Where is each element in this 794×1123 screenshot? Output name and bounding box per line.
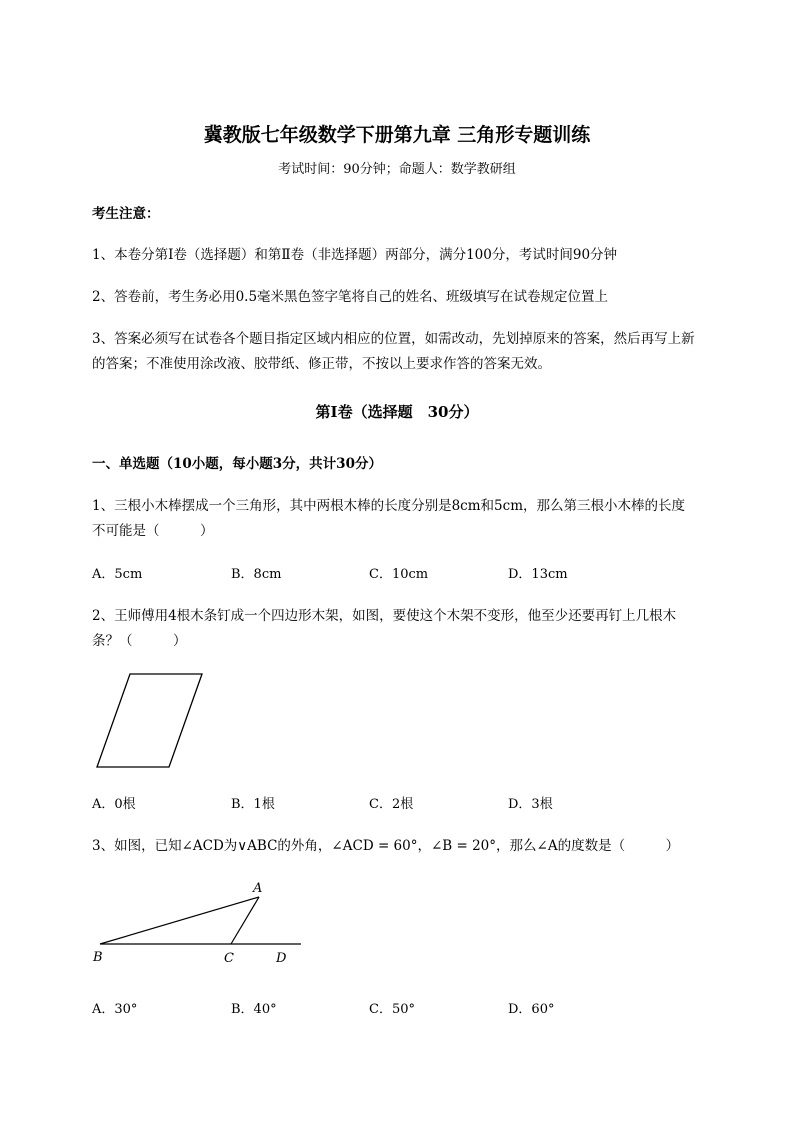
part-title: 一、单选题（10小题，每小题3分，共计30分） (92, 456, 382, 472)
question-1-option-a[interactable]: A．5cm (92, 567, 143, 582)
label-b: B (93, 950, 103, 965)
question-3-option-c[interactable]: C．50° (369, 1002, 415, 1017)
notice-item-2: 2、答卷前，考生务必用0.5毫米黑色签字笔将自己的姓名、班级填写在试卷规定位置上 (92, 289, 609, 305)
triangle-figure (88, 876, 308, 968)
parallelogram-figure (90, 668, 210, 774)
question-2-option-c[interactable]: C．2根 (369, 797, 414, 812)
notice-item-3: 3、答案必须写在试卷各个题目指定区域内相应的位置，如需改动，先划掉原来的答案，然后再写上新 (92, 331, 695, 347)
question-1-option-c[interactable]: C．10cm (369, 567, 429, 582)
question-3-option-a[interactable]: A．30° (92, 1002, 138, 1017)
question-2-option-a[interactable]: A．0根 (92, 797, 136, 812)
question-2-line-1: 2、王师傅用4根木条钉成一个四边形木架，如图，要使这个木架不变形，他至少还要再钉上几根木 (92, 608, 677, 624)
question-1-line-2: 不可能是（ ） (92, 523, 214, 539)
question-2-option-d[interactable]: D．3根 (508, 797, 553, 812)
parallelogram-shape (97, 674, 202, 767)
section-title: 第Ⅰ卷（选择题 30分） (315, 403, 479, 421)
question-2-option-b[interactable]: B．1根 (231, 797, 275, 812)
notice-item-1: 1、本卷分第Ⅰ卷（选择题）和第Ⅱ卷（非选择题）两部分，满分100分，考试时间90分钟 (92, 247, 618, 263)
notice-heading: 考生注意： (92, 206, 160, 222)
question-1-line-1: 1、三根小木棒摆成一个三角形，其中两根木棒的长度分别是8cm和5cm，那么第三根小木棒的长度 (92, 498, 685, 514)
label-a: A (253, 881, 263, 896)
label-d: D (276, 951, 287, 966)
question-3-option-d[interactable]: D．60° (508, 1002, 555, 1017)
question-3-line-1: 3、如图，已知∠ACD为∨ABC的外角，∠ACD = 60°，∠B = 20°，那么∠A的度数是（ ） (92, 838, 680, 854)
page-title: 冀教版七年级数学下册第九章 三角形专题训练 (203, 124, 591, 146)
exam-info: 考试时间：90分钟；命题人：数学教研组 (278, 162, 516, 177)
question-2-line-2: 条？（ ） (92, 633, 187, 649)
question-1-option-d[interactable]: D．13cm (508, 567, 568, 582)
notice-item-3-cont: 的答案；不准使用涂改液、胶带纸、修正带，不按以上要求作答的答案无效。 (92, 356, 551, 372)
question-3-option-b[interactable]: B．40° (231, 1002, 277, 1017)
question-1-option-b[interactable]: B．8cm (231, 567, 282, 582)
label-c: C (224, 951, 234, 966)
